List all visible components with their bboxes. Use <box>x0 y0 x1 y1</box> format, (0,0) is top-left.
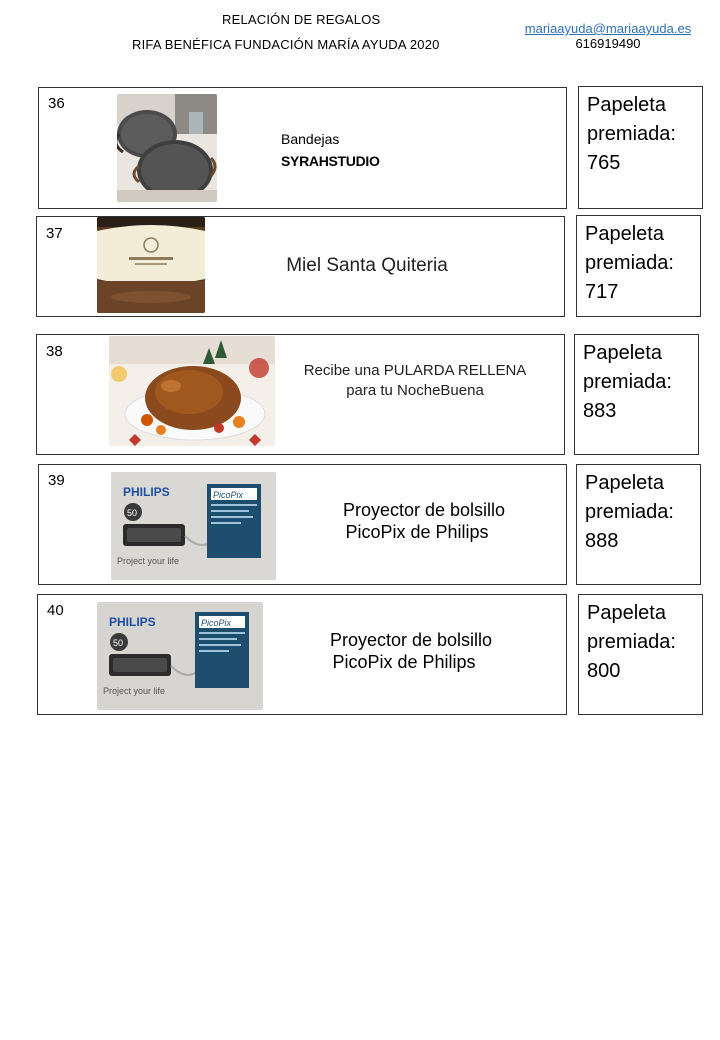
item-number: 37 <box>46 225 63 242</box>
winning-ticket-40 <box>578 594 703 715</box>
philips-logo-text: PHILIPS <box>123 485 170 499</box>
winning-ticket-37 <box>576 215 701 317</box>
prize-label-word1: Papeleta <box>587 94 666 116</box>
projector-photo <box>97 602 263 710</box>
winning-ticket-39 <box>576 464 701 585</box>
item-card-38 <box>36 334 565 455</box>
item-desc-line2: PicoPix de Philips <box>345 522 489 542</box>
prize-label-word2: premiada: <box>583 371 672 393</box>
item-description: Miel Santa Quiteria <box>286 255 448 276</box>
item-number: 39 <box>48 472 65 489</box>
prize-label-word2: premiada: <box>585 501 674 523</box>
item-card-39 <box>38 464 567 585</box>
item-number: 40 <box>47 602 64 619</box>
item-desc-line2: PicoPix de Philips <box>332 652 476 672</box>
doc-title: RELACIÓN DE REGALOS <box>222 12 381 27</box>
item-description <box>287 361 543 401</box>
item-desc-line2: para tu NocheBuena <box>346 382 484 399</box>
prize-label-word1: Papeleta <box>585 223 664 245</box>
prize-ticket-number: 888 <box>585 530 619 552</box>
trays-photo <box>117 94 217 202</box>
prize-label-word2: premiada: <box>585 252 674 274</box>
item-card-40 <box>37 594 567 715</box>
item-description <box>296 629 526 673</box>
winning-ticket-36 <box>578 86 703 209</box>
item-desc-line1: Recibe una PULARDA RELLENA <box>303 362 527 379</box>
prize-ticket-number: 883 <box>583 400 617 422</box>
prize-ticket-number: 800 <box>587 660 621 682</box>
prize-label-word1: Papeleta <box>585 472 664 494</box>
item-desc-line2: SYRAHSTUDIO <box>281 153 380 169</box>
prize-ticket-number: 765 <box>587 152 621 174</box>
product-name-text: PicoPix <box>213 490 244 500</box>
slogan-text: Project your life <box>103 686 166 696</box>
prize-ticket-number: 717 <box>585 281 619 303</box>
item-number: 38 <box>46 343 63 360</box>
doc-subtitle: RIFA BENÉFICA FUNDACIÓN MARÍA AYUDA 2020 <box>132 37 440 52</box>
stuffed-chicken-photo <box>109 336 275 446</box>
prize-label-word2: premiada: <box>587 631 676 653</box>
item-desc-line1: Proyector de bolsillo <box>342 500 506 520</box>
item-desc-line1: Bandejas <box>281 131 340 147</box>
item-desc-line1: Proyector de bolsillo <box>329 630 493 650</box>
prize-label-word1: Papeleta <box>587 602 666 624</box>
item-description <box>281 128 380 172</box>
philips-logo-text: PHILIPS <box>109 615 156 629</box>
badge-text: 50 <box>127 508 138 518</box>
prize-label-word2: premiada: <box>587 123 676 145</box>
item-card-36 <box>38 87 567 209</box>
projector-photo <box>111 472 276 580</box>
email-link[interactable]: mariaayuda@mariaayuda.es <box>524 21 692 36</box>
item-card-37 <box>36 216 565 317</box>
product-name-text: PicoPix <box>201 618 232 628</box>
item-number: 36 <box>48 95 65 112</box>
contact-block <box>512 21 704 51</box>
item-description <box>309 499 539 543</box>
honey-jar-photo <box>97 217 205 313</box>
prize-label-word1: Papeleta <box>583 342 662 364</box>
phone-number: 616919490 <box>575 36 641 51</box>
winning-ticket-38 <box>574 334 699 455</box>
badge-text: 50 <box>113 638 124 648</box>
slogan-text: Project your life <box>117 556 180 566</box>
